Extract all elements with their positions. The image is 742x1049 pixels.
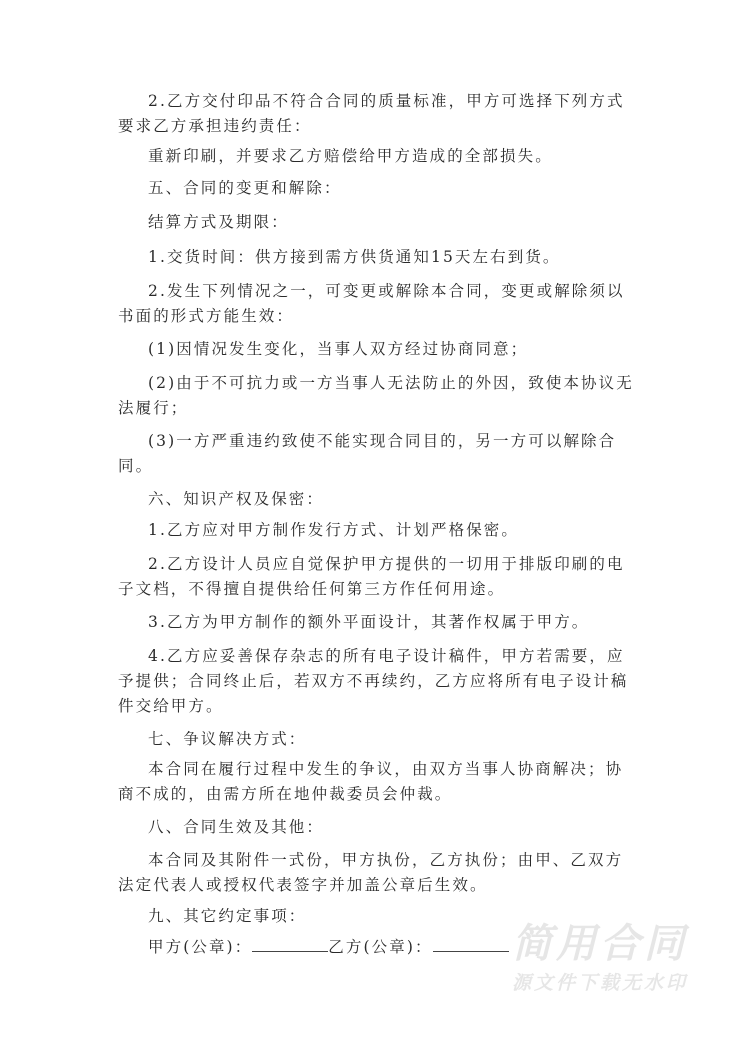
paragraph-line: (1)因情况发生变化，当事人双方经过协商同意； <box>148 340 529 358</box>
party-b-label: 乙方(公章)： <box>328 938 433 956</box>
paragraph <box>118 727 638 752</box>
paragraph-line: 六、知识产权及保密： <box>148 490 325 508</box>
paragraph-line: 结算方式及期限： <box>148 213 289 231</box>
paragraph-line: 法定代表人或授权代表签字并加盖公章后生效。 <box>118 876 488 894</box>
paragraph <box>118 815 638 840</box>
paragraph-line: 书面的形式方能生效： <box>118 307 295 325</box>
paragraph-line: 本合同在履行过程中发生的争议，由双方当事人协商解决；协 <box>148 760 624 778</box>
paragraph-line: 子文档，不得擅自提供给任何第三方作任何用途。 <box>118 580 506 598</box>
party-a-label: 甲方(公章)： <box>148 938 253 956</box>
paragraph-line: 予提供；合同终止后，若双方不再续约，乙方应将所有电子设计稿 <box>118 672 629 690</box>
paragraph <box>118 644 638 719</box>
paragraph-line: (3)一方严重违约致使不能实现合同目的，另一方可以解除合 <box>148 432 617 450</box>
watermark-subtitle: 源文件下载无水印 <box>512 972 689 994</box>
paragraph-line: 法履行； <box>118 399 189 417</box>
paragraph-line: 要求乙方承担违约责任： <box>118 117 312 135</box>
paragraph-line: 2.乙方交付印品不符合合同的质量标准，甲方可选择下列方式 <box>148 92 625 110</box>
paragraph <box>118 210 638 235</box>
paragraph-line: 本合同及其附件一式份，甲方执份，乙方执份；由甲、乙双方 <box>148 851 624 869</box>
paragraph-line: 商不成的，由需方所在地仲裁委员会仲裁。 <box>118 785 453 803</box>
paragraph-line: 2.乙方设计人员应自觉保护甲方提供的一切用于排版印刷的电 <box>148 555 625 573</box>
paragraph-line: 重新印刷，并要求乙方赔偿给甲方造成的全部损失。 <box>148 147 553 165</box>
paragraph <box>118 337 638 362</box>
paragraph-line: 件交给甲方。 <box>118 697 224 715</box>
paragraph <box>118 518 638 543</box>
paragraph <box>118 89 638 139</box>
paragraph-line: 1.交货时间：供方接到需方供货通知15天左右到货。 <box>148 248 561 266</box>
paragraph <box>118 429 638 479</box>
paragraph <box>118 279 638 329</box>
paragraph <box>118 176 638 201</box>
paragraph <box>118 371 638 421</box>
paragraph <box>118 144 638 169</box>
party-b-blank <box>433 937 509 952</box>
paragraph-line: 同。 <box>118 457 154 475</box>
paragraph-line: 五、合同的变更和解除： <box>148 179 342 197</box>
watermark-title: 简用合同 <box>512 921 688 967</box>
paragraph <box>118 552 638 602</box>
paragraph-line: (2)由于不可抗力或一方当事人无法防止的外因，致使本协议无 <box>148 374 634 392</box>
party-a-blank <box>252 937 328 952</box>
paragraph-line: 七、争议解决方式： <box>148 730 307 748</box>
paragraph <box>118 610 638 635</box>
paragraph-line: 1.乙方应对甲方制作发行方式、计划严格保密。 <box>148 521 519 539</box>
paragraph-line: 2.发生下列情况之一，可变更或解除本合同，变更或解除须以 <box>148 282 625 300</box>
paragraph <box>118 487 638 512</box>
paragraph-line: 九、其它约定事项： <box>148 907 307 925</box>
paragraph <box>118 757 638 807</box>
paragraph <box>118 245 638 270</box>
paragraph <box>118 848 638 898</box>
paragraph-line: 八、合同生效及其他： <box>148 818 325 836</box>
paragraph-line: 3.乙方为甲方制作的额外平面设计，其著作权属于甲方。 <box>148 613 590 631</box>
paragraph-line: 4.乙方应妥善保存杂志的所有电子设计稿件，甲方若需要，应 <box>148 647 625 665</box>
